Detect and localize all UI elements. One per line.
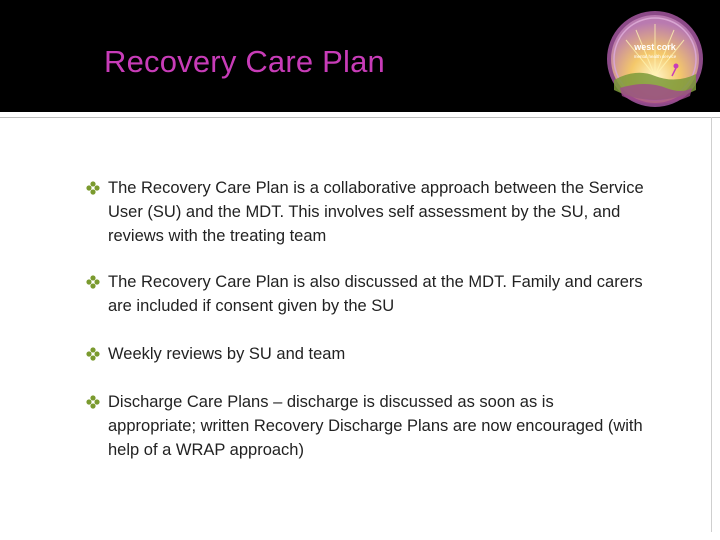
diamond-bullet-icon [86,347,100,361]
west-cork-mental-health-logo [606,10,704,108]
bullet-item [84,390,644,462]
bullet-text: Discharge Care Plans – discharge is discussed as soon as is appropriate; written Recovery Discharge Plans are now encouraged (with help of a WRAP approach) [108,393,643,459]
logo-line2: mental health service [633,54,677,59]
bullet-item [84,342,644,366]
diamond-bullet-icon [86,275,100,289]
slide-header [0,0,720,112]
bullet-item [84,270,644,318]
bullet-item [84,176,644,248]
divider-line-right [711,117,712,532]
diamond-bullet-icon [86,395,100,409]
logo-line1: west cork [634,42,676,52]
bullet-text: The Recovery Care Plan is a collaborative approach between the Service User (SU) and the MDT. This involves self assessment by the SU, and reviews with the treating team [108,179,644,245]
slide-title: Recovery Care Plan [104,44,385,79]
diamond-bullet-icon [86,181,100,195]
divider-line [0,117,720,118]
bullet-text: Weekly reviews by SU and team [108,345,346,363]
bullet-list [84,176,644,462]
bullet-text: The Recovery Care Plan is also discussed at the MDT. Family and carers are included if consent given by the SU [108,273,643,315]
